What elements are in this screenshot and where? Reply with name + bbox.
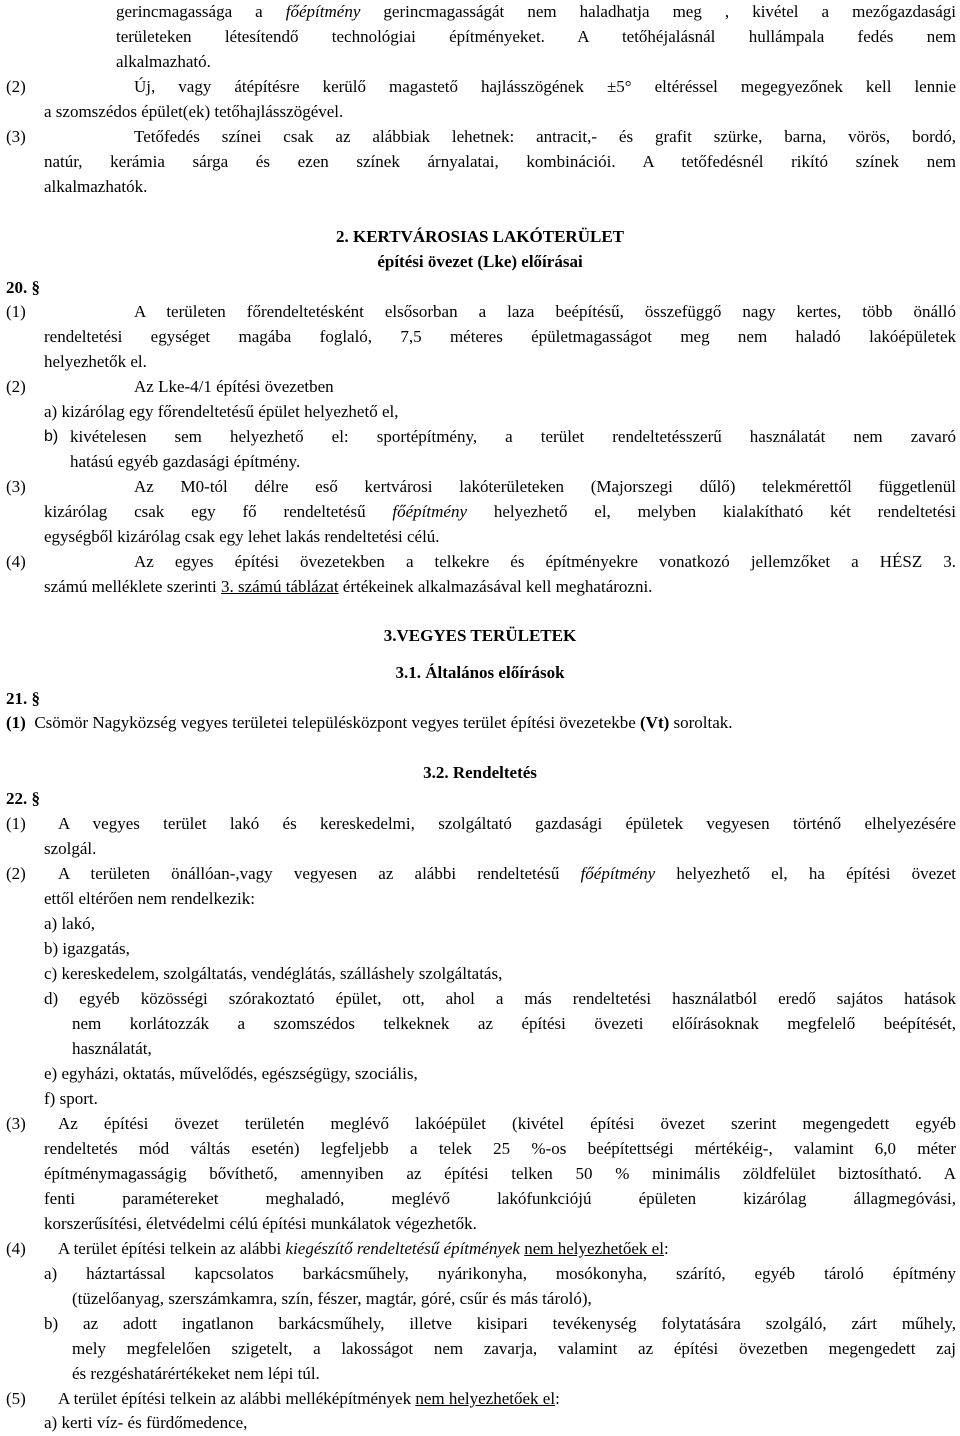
list-item: kivételesen sem helyezhető el: sportépítmény, a terület rendeltetésszerű használatát nem zavaró xyxy=(70,427,956,446)
list-item-continuation: mely megfelelően szigetelt, a lakosságot nem zavarja, valamint az építési övezetben megengedett zaj xyxy=(72,1339,956,1358)
list-item-continuation: (tüzelőanyag, szerszámkamra, szín, fészer, magtár, góré, csűr és más tároló), xyxy=(72,1289,592,1308)
list-item: a) lakó, xyxy=(44,914,95,933)
paragraph-line: rendeltetési egységet magába foglaló, 7,5 méteres épületmagasságot meg nem haladó lakóépületek xyxy=(44,327,956,346)
paragraph-number: (5) xyxy=(6,1389,26,1408)
paragraph-line xyxy=(6,711,733,735)
paragraph-line: építménymagasságig bővíthető, amennyiben az építési telken 50 % minimális zöldfelület biztosítható. A xyxy=(44,1164,956,1183)
list-item: a) kerti víz- és fürdőmedence, xyxy=(44,1413,248,1432)
text: gerincmagasságát nem haladhatja meg , kivétel a mezőgazdasági xyxy=(360,2,956,21)
text: : xyxy=(555,1389,560,1408)
section-number-value: 22. xyxy=(6,789,28,808)
list-item: e) egyházi, oktatás, művelődés, egészségügy, szociális, xyxy=(44,1064,418,1083)
section-symbol: § xyxy=(31,689,40,708)
paragraph-line xyxy=(116,0,956,24)
paragraph-line: ettől eltérően nem rendelkezik: xyxy=(44,889,255,908)
section-symbol: § xyxy=(31,789,40,808)
list-item: f) sport. xyxy=(44,1089,98,1108)
italic-term: főépítmény xyxy=(285,2,361,21)
list-item-continuation: és rezgéshatárértékeket nem lépi túl. xyxy=(72,1364,320,1383)
text: helyezhető el, melyben kialakítható két rendeltetési xyxy=(467,502,956,521)
italic-term: főépítmény xyxy=(580,864,656,883)
paragraph-line: egységből kizárólag csak egy lehet lakás rendeltetési célú. xyxy=(44,527,440,546)
paragraph-line: Az építési övezet területén meglévő lakóépület (kivétel építési övezet szerint megengedett egyéb xyxy=(58,1114,956,1133)
text: számú melléklete szerinti xyxy=(44,577,222,596)
paragraph-number: (3) xyxy=(6,477,26,496)
text: A területen önállóan-,vagy vegyesen az alábbi rendeltetésű xyxy=(58,864,581,883)
paragraph-line: Új, vagy átépítésre kerülő magastető hajlásszögének ±5° eltéréssel megegyezőnek kell lennie xyxy=(134,77,956,96)
list-item: a) háztartással kapcsolatos barkácsműhely, nyárikonyha, mosókonyha, szárító, egyéb tároló építmény xyxy=(44,1264,956,1283)
section-subheading: 3.1. Általános előírások xyxy=(395,663,565,682)
paragraph-number: (2) xyxy=(6,864,26,883)
list-marker: b) xyxy=(44,428,59,445)
paragraph-line: helyezhetők el. xyxy=(44,352,147,371)
text: Csömör Nagyközség vegyes területei településközpont vegyes terület építési övezetekbe xyxy=(34,713,640,732)
list-item-continuation: nem korlátozzák a szomszédos telkeknek az építési övezeti előírásoknak megfelelő beépítését, xyxy=(72,1014,956,1033)
paragraph-number: (4) xyxy=(6,552,26,571)
section-subheading: építési övezet (Lke) előírásai xyxy=(377,252,583,271)
list-item: a) kizárólag egy főrendeltetésű épület helyezhető el, xyxy=(44,402,399,421)
list-item: b) igazgatás, xyxy=(44,939,130,958)
underlined-text: nem helyezhetőek el xyxy=(524,1239,664,1258)
paragraph-number: (4) xyxy=(6,1239,26,1258)
paragraph-line: A területen főrendeltetésként elsősorban a laza beépítésű, összefüggő nagy kertes, több önálló xyxy=(134,302,956,321)
section-number xyxy=(6,787,40,811)
paragraph-line: natúr, kerámia sárga és ezen színek árnyalatai, kombinációi. A tetőfedésnél rikító színek nem xyxy=(44,152,956,171)
italic-term: kiegészítő rendeltetésű építmények xyxy=(285,1239,520,1258)
section-number xyxy=(6,687,40,711)
italic-term: főépítmény xyxy=(392,502,467,521)
list-item: b) az adott ingatlanon barkácsműhely, illetve kisipari tevékenység folytatására szolgáló, zárt műhely, xyxy=(44,1314,956,1333)
paragraph-line: területeken létesítendő technológiai építményeket. A tetőhéjalásnál hullámpala fedés nem xyxy=(116,27,956,46)
paragraph-line xyxy=(58,1387,560,1411)
paragraph-line: Az Lke-4/1 építési övezetben xyxy=(134,377,334,396)
text: értékeinek alkalmazásával kell meghatározni. xyxy=(338,577,653,596)
list-item-continuation: hatású egyéb gazdasági építmény. xyxy=(70,452,301,471)
text: A terület építési telkein az alábbi melléképítmények xyxy=(58,1389,416,1408)
list-item: c) kereskedelem, szolgáltatás, vendéglátás, szálláshely szolgáltatás, xyxy=(44,964,503,983)
text: soroltak. xyxy=(669,713,733,732)
paragraph-line: Tetőfedés színei csak az alábbiak lehetnek: antracit,- és grafit szürke, barna, vörös, bordó, xyxy=(134,127,956,146)
paragraph-number: (1) xyxy=(6,713,26,732)
paragraph-line: alkalmazhatók. xyxy=(44,177,148,196)
text: helyezhető el, ha építési övezet xyxy=(655,864,956,883)
paragraph-line: A vegyes terület lakó és kereskedelmi, szolgáltató gazdasági épületek vegyesen történő elhelyezésére xyxy=(58,814,956,833)
paragraph-line: Az M0-tól délre eső kertvárosi lakóterületeken (Majorszegi dűlő) telekmérettől függetlenül xyxy=(134,477,956,496)
section-number-value: 20. xyxy=(6,278,28,297)
text: kizárólag csak egy fő rendeltetésű xyxy=(44,502,393,521)
list-item: d) egyéb közösségi szórakoztató épület, ott, ahol a más rendeltetési használatból eredő sajátos hatások xyxy=(44,989,956,1008)
paragraph-line: Az egyes építési övezetekben a telkekre és építményekre vonatkozó jellemzőket a HÉSZ 3. xyxy=(134,552,956,571)
paragraph-number: (3) xyxy=(6,1114,26,1133)
paragraph-line: korszerűsítési, életvédelmi célú építési munkálatok végezhetők. xyxy=(44,1214,477,1233)
paragraph-number: (1) xyxy=(6,814,26,833)
table-reference-link[interactable]: 3. számú táblázat xyxy=(221,577,339,596)
paragraph-line xyxy=(44,575,652,599)
paragraph-line xyxy=(58,1237,669,1261)
paragraph-number: (1) xyxy=(6,302,26,321)
section-symbol: § xyxy=(31,278,40,297)
paragraph-line: szolgál. xyxy=(44,839,97,858)
section-number xyxy=(6,276,40,300)
text: gerincmagassága a xyxy=(116,2,286,21)
paragraph-number: (2) xyxy=(6,377,26,396)
paragraph-number: (3) xyxy=(6,127,26,146)
section-number-value: 21. xyxy=(6,689,28,708)
list-item-continuation: használatát, xyxy=(72,1039,152,1058)
section-subheading: 3.2. Rendeltetés xyxy=(423,763,537,782)
underlined-text: nem helyezhetőek el xyxy=(415,1389,556,1408)
paragraph-line xyxy=(44,500,956,524)
paragraph-line: alkalmazható. xyxy=(116,52,211,71)
text: A terület építési telkein az alábbi xyxy=(58,1239,286,1258)
section-heading: 3.VEGYES TERÜLETEK xyxy=(383,626,577,645)
paragraph-line: fenti paramétereket meghaladó, meglévő lakófunkciójú épületen kizárólag állagmegóvási, xyxy=(44,1189,956,1208)
section-heading: 2. KERTVÁROSIAS LAKÓTERÜLET xyxy=(336,227,624,246)
paragraph-line: a szomszédos épület(ek) tetőhajlásszögével. xyxy=(44,102,344,121)
paragraph-number: (2) xyxy=(6,77,26,96)
text: : xyxy=(663,1239,669,1258)
paragraph-line: rendeltetés mód váltás esetén) legfeljebb a telek 25 %-os beépítettségi mértékéig-, valamint 6,0 méter xyxy=(44,1139,956,1158)
paragraph-line xyxy=(58,862,956,886)
zone-code: (Vt) xyxy=(640,713,670,732)
